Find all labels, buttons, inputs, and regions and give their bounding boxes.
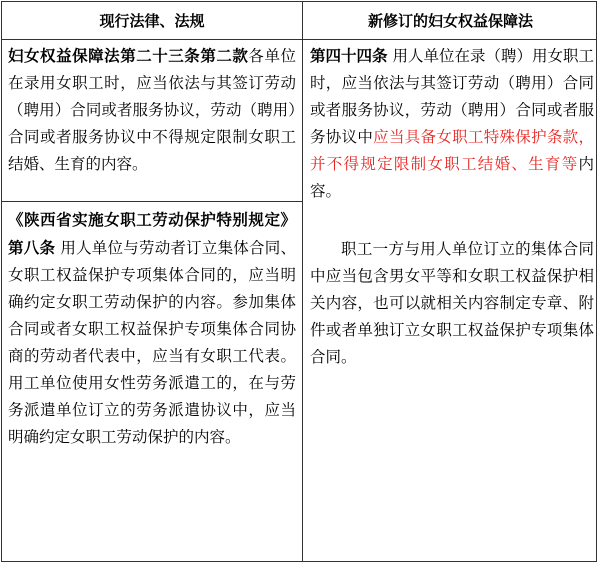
article-8-title: 《陕西省实施女职工劳动保护特别规定》第八条 (8, 210, 296, 257)
header-revised-law: 新修订的妇女权益保障法 (367, 12, 533, 30)
column-divider (302, 2, 303, 561)
article-23-body: 各单位在录用女职工时，应当依法与其签订劳动（聘用）合同或者服务协议，劳动（聘用）合同或者服务协议中不得规定限制女职工结婚、生育的内容。 (8, 47, 296, 173)
shaanxi-regulation-article-8 (8, 206, 296, 451)
header-divider (2, 39, 596, 40)
current-law-article-23 (8, 42, 296, 178)
revised-law-collective-contract: 职工一方与用人单位订立的集体合同中应当包含男女平等和女职工权益保护相关内容，也可以就相关内容制定专章、附件或者单独订立女职工权益保护专项集体合同。 (310, 240, 594, 366)
left-row-divider (2, 201, 302, 202)
article-44-title: 第四十四条 (310, 46, 388, 65)
header-current-laws: 现行法律、法规 (99, 12, 205, 30)
article-8-body: 用人单位与劳动者订立集体合同、女职工权益保护专项集体合同的，应当明确约定女职工劳动保护的内容。参加集体合同或者女职工权益保护专项集体合同协商的劳动者代表中，应当有女职工代表。用工单位使用女性劳务派遣工的，在与劳务派遣单位订立的劳务派遣协议中，应当明确约定女职工劳动保护的内容。 (8, 239, 296, 446)
article-44-highlight: 应当具备女职工特殊保护条款，并不得规定限制女职工结婚、生育等 (310, 128, 594, 173)
article-44-body-end: 内容。 (310, 155, 594, 200)
comparison-table (1, 1, 597, 562)
article-44-body-start: 用人单位在录（聘）用女职工时，应当依法与其签订劳动（聘用）合同或者服务协议，劳动（聘用）合同或者服务协议中 (310, 47, 594, 146)
article-23-title: 妇女权益保障法第二十三条第二款 (8, 46, 249, 65)
revised-law-article-44 (310, 42, 594, 205)
